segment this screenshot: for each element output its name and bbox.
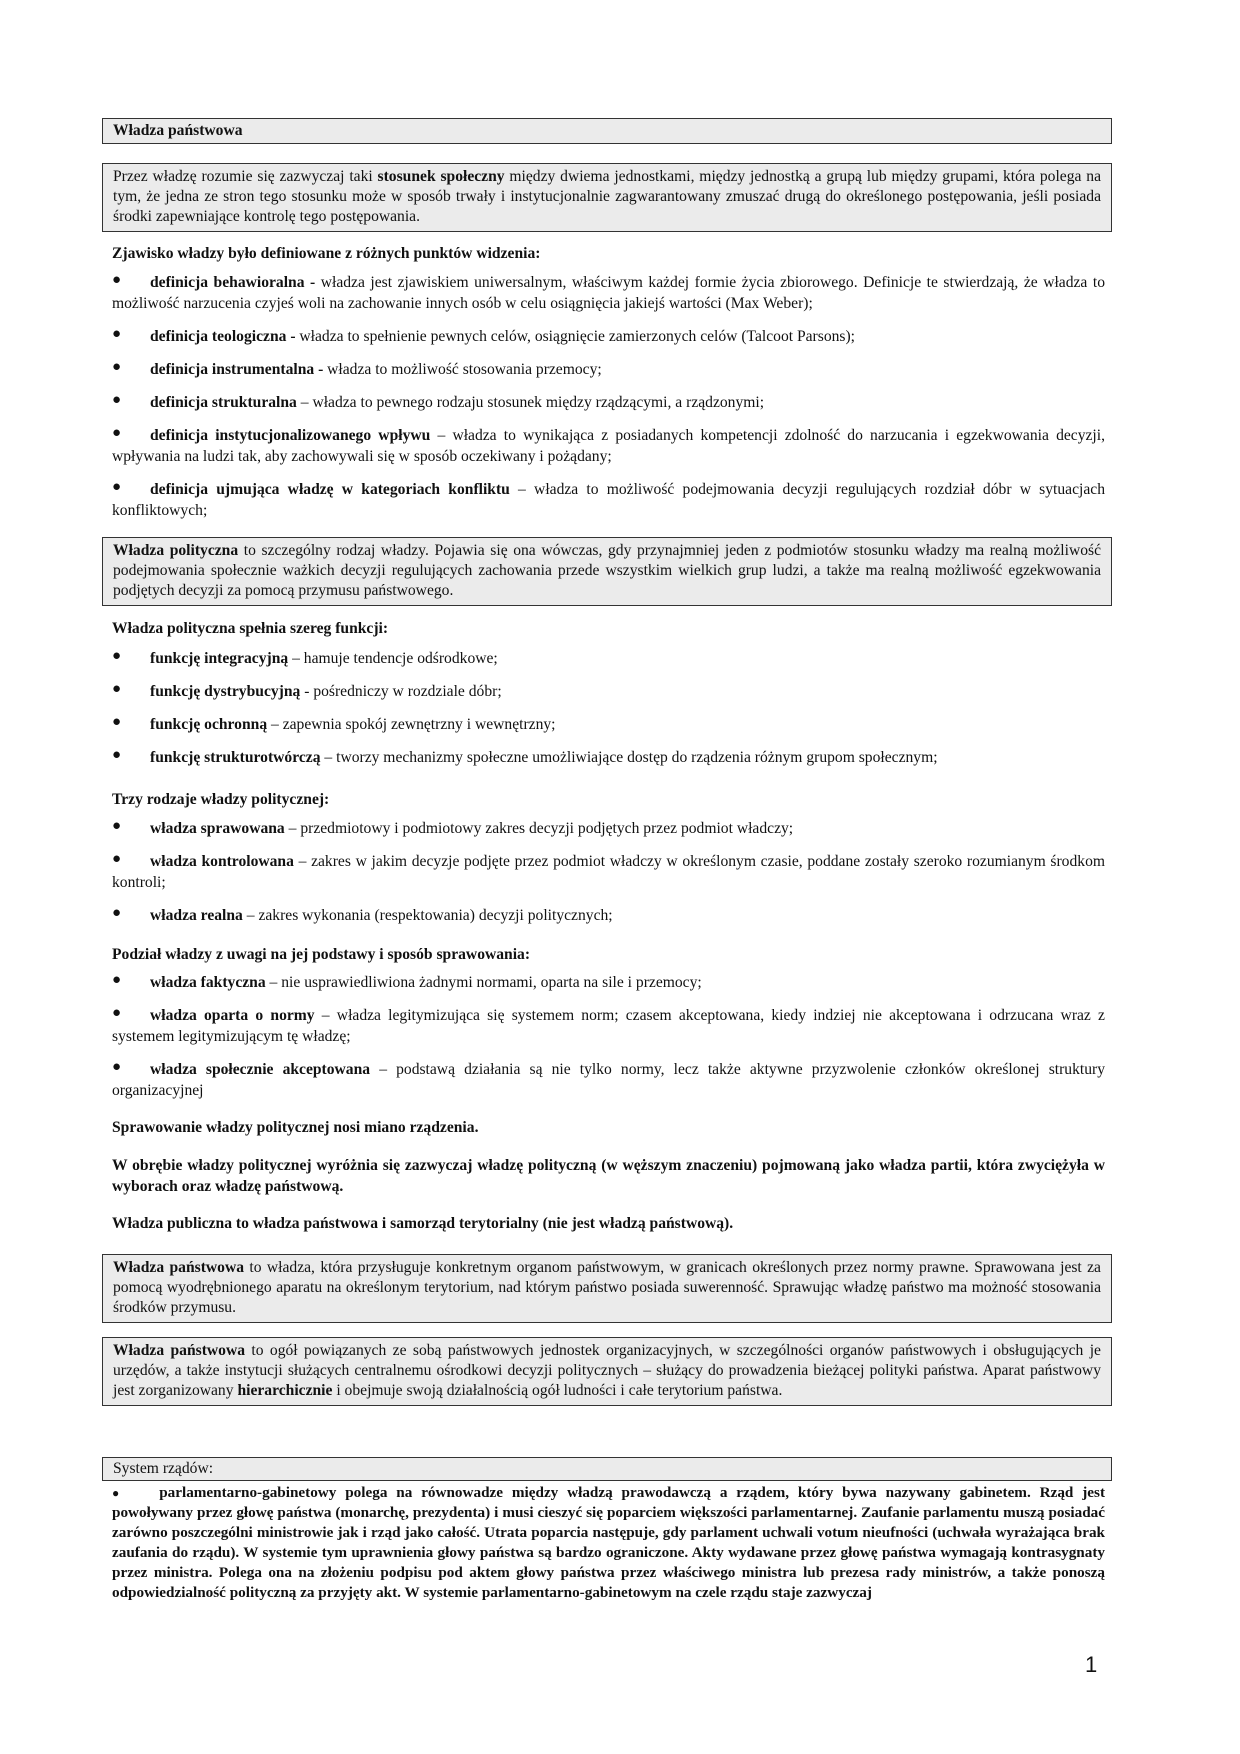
list-item: ● władza faktyczna – nie usprawiedliwiona żadnymi normami, oparta na sile i przemocy; xyxy=(112,972,702,991)
list-item: ● definicja ujmująca władzę w kategoriach konfliktu – władza to możliwość podejmowania decyzji regulujących rozdział dóbr w sytuacjach konfliktowych; xyxy=(112,479,1105,519)
list-item: ● definicja instrumentalna - władza to możliwość stosowania przemocy; xyxy=(112,359,602,378)
bullet-icon: ● xyxy=(112,714,122,730)
narrow-sense-paragraph: W obrębie władzy politycznej wyróżnia się zazwyczaj władzę polityczną (w węższym znaczeniu) pojmowaną jako władza partii, która zwyciężyła w wyborach oraz władzę państwową. xyxy=(112,1157,1105,1195)
definitions-intro: Zjawisko władzy było definiowane z różnych punktów widzenia: xyxy=(112,245,541,262)
definition-box xyxy=(102,163,1112,232)
bullet-icon: ● xyxy=(112,1059,122,1075)
bullet-icon: ● xyxy=(112,648,122,664)
list-item: ● funkcję dystrybucyjną - pośredniczy w rozdziale dóbr; xyxy=(112,681,502,700)
state-power-box-2: Władza państwowa to ogół powiązanych ze sobą państwowych jednostek organizacyjnych, w szczególności organów państwowych i obsługujących je urzędów, a także instytucji służących centralnemu ośrodkowi decyzji politycznych – służący do prowadzenia bieżącej polityki państwa. Aparat państwowy jest zorganizowany hierarchicznie i obejmuje swoją działalnością ogół ludności i całe terytorium państwa. xyxy=(102,1337,1112,1406)
bullet-icon: ● xyxy=(112,972,122,988)
list-item: ● funkcję integracyjną – hamuje tendencje odśrodkowe; xyxy=(112,648,498,667)
system-paragraph: ● parlamentarno-gabinetowy polega na równowadze między władzą prawodawczą a rządem, który bywa nazywany gabinetem. Rząd jest powoływany przez głowę państwa (monarchę, prezydenta) i musi cieszyć się poparciem większości parlamentarnej. Zaufanie parlamentu muszą posiadać zarówno poszczególni ministrowie jak i rząd jako całość. Utrata poparcia następuje, gdy parlament uchwali votum nieufności (uchwała wyrażająca brak zaufania do rządu). W systemie tym uprawnienia głowy państwa są bardzo ograniczone. Akty wydawane przez głowę państwa wymagają kontrasygnaty przez ministra. Polega ona na złożeniu podpisu pod aktem głowy państwa przez właściwego ministra lub prezesa rady ministrów, a także ponoszą odpowiedzialność polityczną za przyjęty akt. W systemie parlamentarno-gabinetowym na czele rządu staje zazwyczaj xyxy=(112,1484,1105,1601)
bullet-icon: ● xyxy=(112,818,122,834)
bullet-icon: ● xyxy=(112,1486,125,1500)
bullet-icon: ● xyxy=(112,272,122,288)
bullet-icon: ● xyxy=(112,747,122,763)
list-item: ● definicja strukturalna – władza to pewnego rodzaju stosunek między rządzącymi, a rządzonymi; xyxy=(112,392,765,411)
system-heading: System rządów: xyxy=(113,1460,214,1477)
functions-list xyxy=(112,648,1105,780)
list-item: ● definicja teologiczna - władza to spełnienie pewnych celów, osiągnięcie zamierzonych celów (Talcoot Parsons); xyxy=(112,326,856,345)
definition-text: Przez władzę rozumie się zazwyczaj taki xyxy=(113,168,378,185)
list-item: ● definicja behawioralna - władza jest zjawiskiem uniwersalnym, właściwym każdej formie życia zbiorowego. Definicje te stwierdzają, że władza to możliwość narzucenia czyjeś woli na zachowanie innych osób w celu osiągnięcia jakiejś wartości (Max Weber); xyxy=(112,272,1105,312)
types-intro: Trzy rodzaje władzy politycznej: xyxy=(112,791,330,808)
list-item: ● funkcję ochronną – zapewnia spokój zewnętrzny i wewnętrzny; xyxy=(112,714,556,733)
types-list xyxy=(112,818,1105,938)
bullet-icon: ● xyxy=(112,1005,122,1021)
definition-bold-term: stosunek społeczny xyxy=(377,168,505,185)
list-item: ● władza oparta o normy – władza legitymizująca się systemem norm; czasem akceptowana, kiedy indziej nie akceptowana i odrzucana wraz z systemem legitymizującym tę władzę; xyxy=(112,1005,1105,1045)
definition-text-cont: między dwiema jednostkami, między jednostką a grupą lub między grupami, która polega na tym, że jedna ze stron tego stosunku może w sposób trwały i instytucjonalnie zagwarantowany zmuszać drugą do określonego postępowania, jeśli posiada środki zapewniające kontrolę tego postępowania. xyxy=(113,168,1101,225)
bullet-icon: ● xyxy=(112,425,122,441)
bullet-icon: ● xyxy=(112,326,122,342)
list-item: ● funkcję strukturotwórczą – tworzy mechanizmy społeczne umożliwiające dostęp do rządzenia różnym grupom społecznym; xyxy=(112,747,938,766)
bullet-icon: ● xyxy=(112,851,122,867)
state-power-box-1: Władza państwowa to władza, która przysługuje konkretnym organom państwowym, w granicach określonych przez normy prawne. Sprawowana jest za pomocą wyodrębnionego aparatu na określonym terytorium, nad którym państwo posiada suwerenność. Sprawując władzę państwo ma możność stosowania środków przymusu. xyxy=(102,1254,1112,1323)
section-heading-box xyxy=(102,118,1112,144)
political-power-box: Władza polityczna to szczególny rodzaj władzy. Pojawia się ona wówczas, gdy przynajmniej jeden z podmiotów stosunku władzy ma realną możliwość podejmowania społecznie ważkich decyzji regulujących zachowania przede wszystkim wielkich grup ludzi, a także ma realną możliwość egzekwowania podjętych decyzji za pomocą przymusu państwowego. xyxy=(102,537,1112,606)
public-power-paragraph: Władza publiczna to władza państwowa i samorząd terytorialny (nie jest władzą państwową). xyxy=(112,1215,734,1232)
functions-intro: Władza polityczna spełnia szereg funkcji: xyxy=(112,620,389,637)
list-item: ● władza sprawowana – przedmiotowy i podmiotowy zakres decyzji podjętych przez podmiot władczy; xyxy=(112,818,794,837)
rzadzenie-paragraph: Sprawowanie władzy politycznej nosi miano rządzenia. xyxy=(112,1119,479,1136)
page-number: 1 xyxy=(1085,1652,1098,1677)
division-intro: Podział władzy z uwagi na jej podstawy i sposób sprawowania: xyxy=(112,946,531,963)
list-item: ● władza kontrolowana – zakres w jakim decyzje podjęte przez podmiot władczy w określonym czasie, poddane zostały szeroko rozumianym środkom kontroli; xyxy=(112,851,1105,891)
section-heading: Władza państwowa xyxy=(113,122,243,139)
list-item: ● definicja instytucjonalizowanego wpływu – władza to wynikająca z posiadanych kompetencji zdolność do narzucania i egzekwowania decyzji, wpływania na ludzi tak, aby zachowywali się w sposób oczekiwany i pożądany; xyxy=(112,425,1105,465)
bullet-icon: ● xyxy=(112,359,122,375)
list-item: ● władza społecznie akceptowana – podstawą działania są nie tylko normy, lecz także aktywne przyzwolenie członków określonej struktury organizacyjnej xyxy=(112,1059,1106,1099)
system-heading-box xyxy=(102,1457,1112,1481)
division-list xyxy=(112,972,1105,1113)
bullet-icon: ● xyxy=(112,905,122,921)
bullet-icon: ● xyxy=(112,392,122,408)
list-item: ● władza realna – zakres wykonania (respektowania) decyzji politycznych; xyxy=(112,905,613,924)
bullet-icon: ● xyxy=(112,479,122,495)
bullet-icon: ● xyxy=(112,681,122,697)
definitions-list xyxy=(112,272,1105,533)
